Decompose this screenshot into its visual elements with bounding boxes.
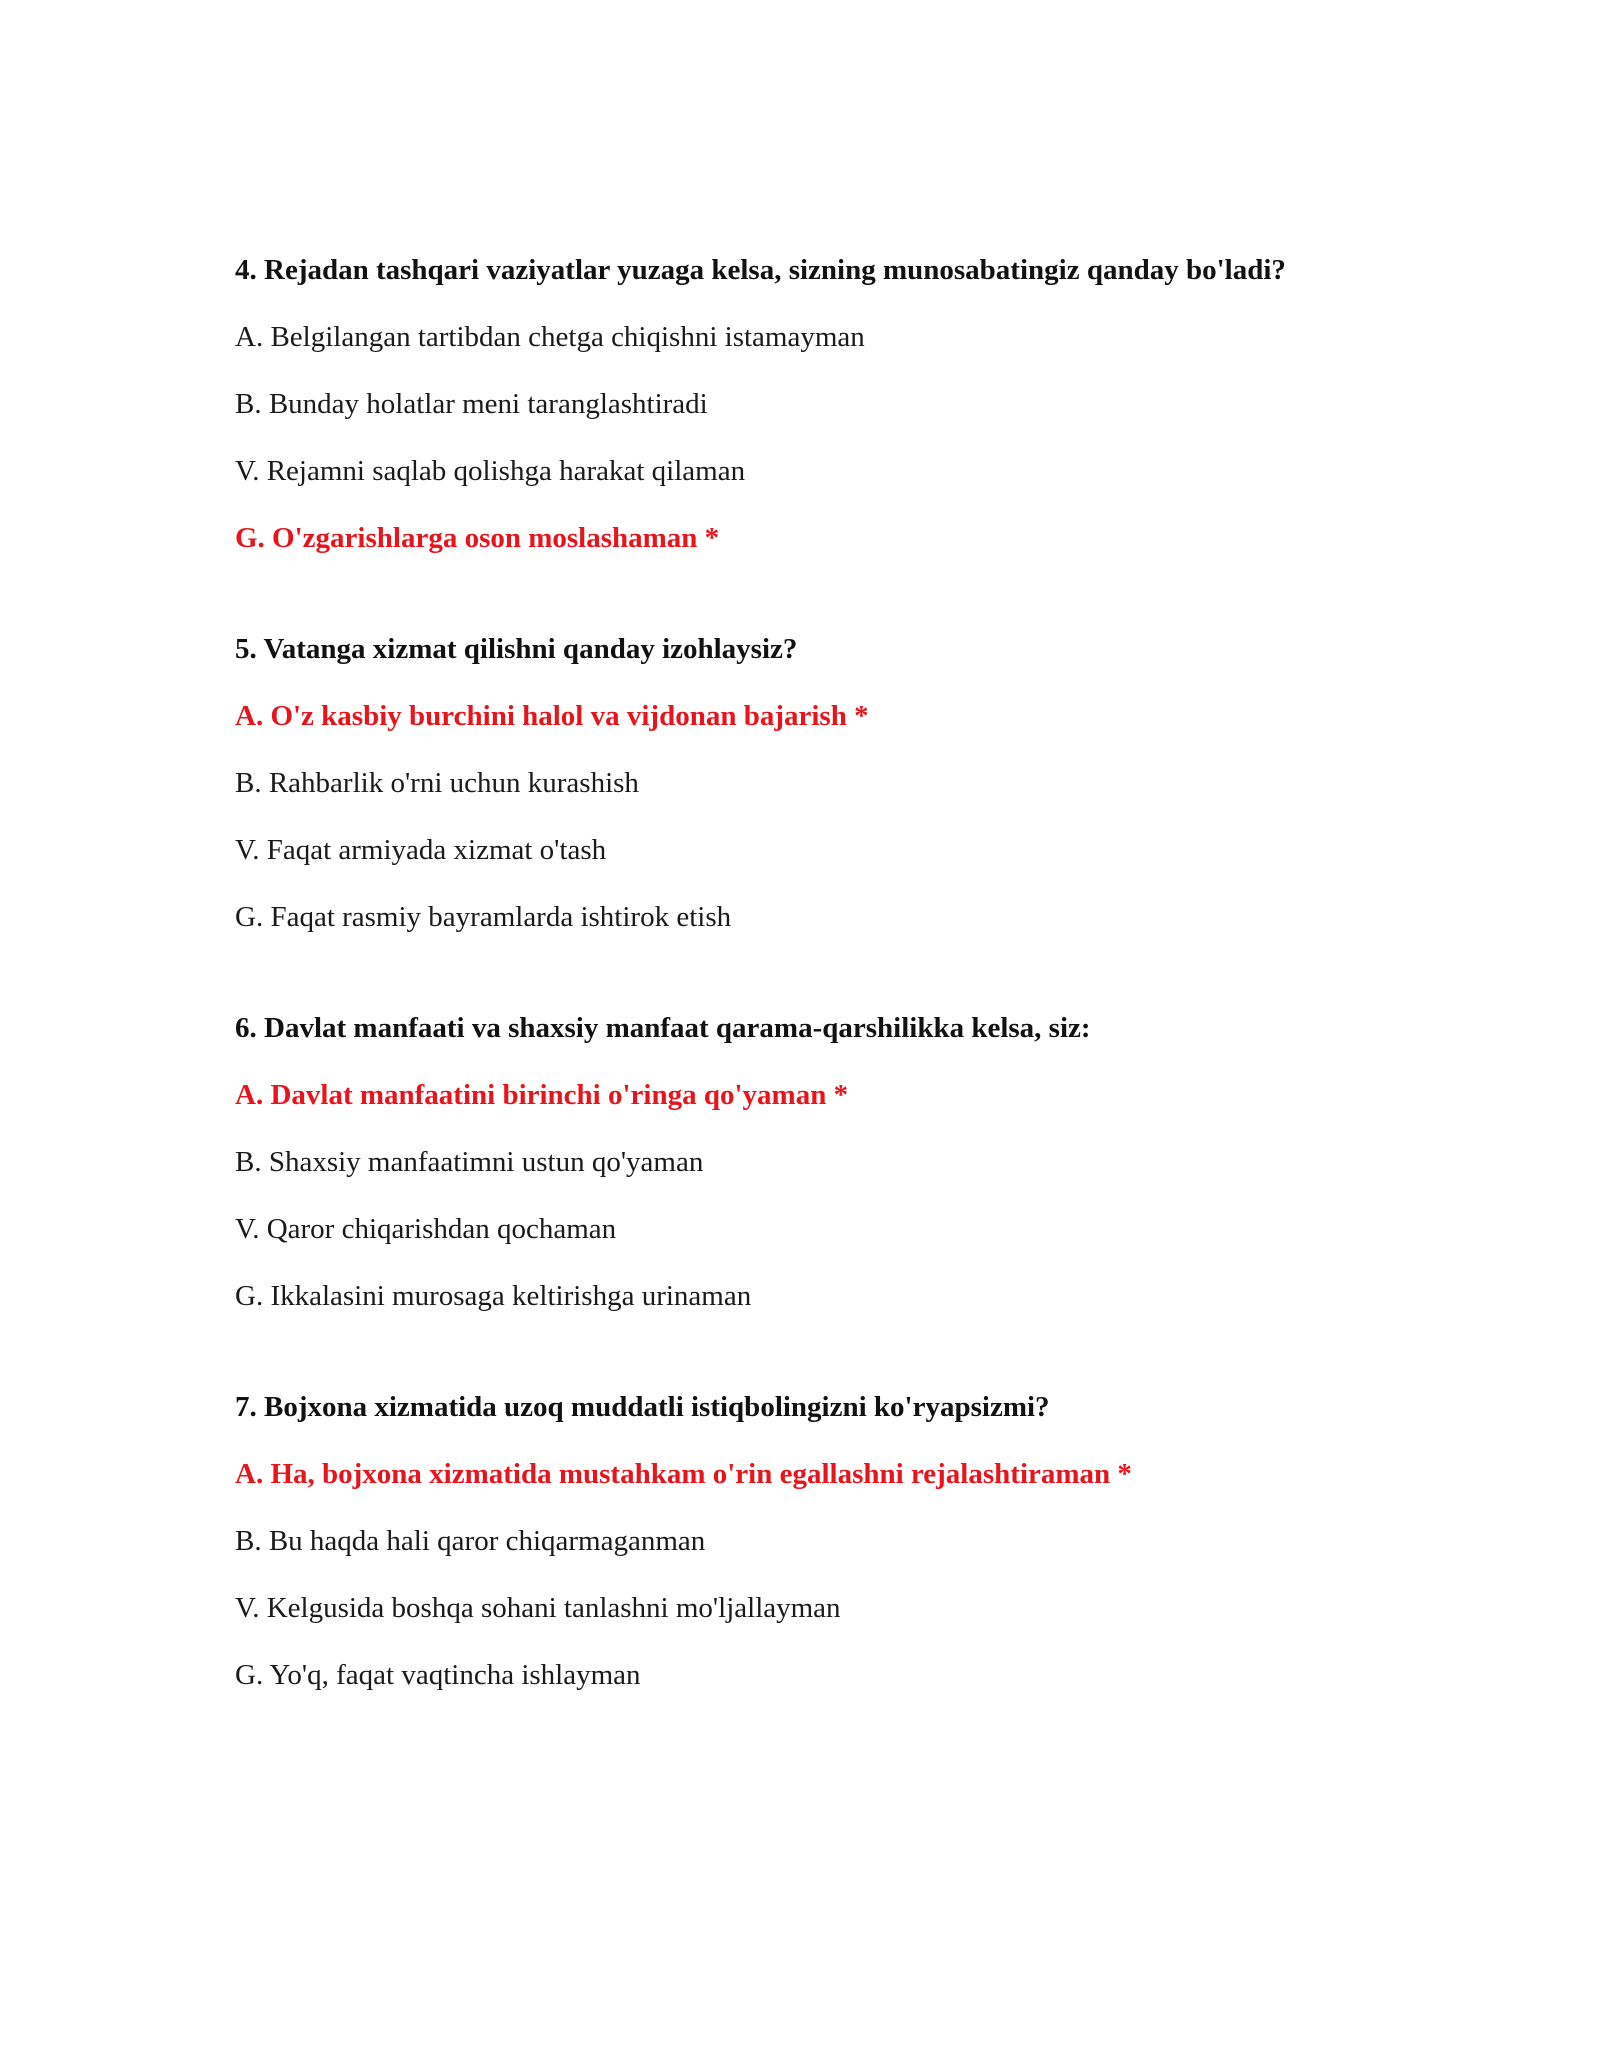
question-block-7 [235,1387,1365,1695]
option-v: V. Faqat armiyada xizmat o'tash [235,834,607,866]
option-g: G. Ikkalasini murosaga keltirishga urinaman [235,1280,752,1312]
option-a: A. Belgilangan tartibdan chetga chiqishni istamayman [235,321,865,353]
question-title: 6. Davlat manfaati va shaxsiy manfaat qarama-qarshilikka kelsa, siz: [235,1012,1091,1044]
question-title: 5. Vatanga xizmat qilishni qanday izohlaysiz? [235,633,798,665]
option-a: A. Davlat manfaatini birinchi o'ringa qo'yaman * [235,1079,849,1111]
option-g: G. O'zgarishlarga oson moslashaman * [235,522,720,554]
question-block-6 [235,1008,1365,1316]
option-b: B. Bu haqda hali qaror chiqarmaganman [235,1525,706,1557]
option-v: V. Rejamni saqlab qolishga harakat qilaman [235,455,746,487]
option-b: B. Rahbarlik o'rni uchun kurashish [235,767,639,799]
option-v: V. Qaror chiqarishdan qochaman [235,1213,617,1245]
option-g: G. Faqat rasmiy bayramlarda ishtirok etish [235,901,732,933]
question-block-5 [235,629,1365,937]
option-v: V. Kelgusida boshqa sohani tanlashni mo'ljallayman [235,1592,841,1624]
question-title: 4. Rejadan tashqari vaziyatlar yuzaga kelsa, sizning munosabatingiz qanday bo'ladi? [235,254,1286,286]
option-a: A. Ha, bojxona xizmatida mustahkam o'rin egallashni rejalashtiraman * [235,1458,1132,1490]
document-page [235,250,1365,1766]
question-title: 7. Bojxona xizmatida uzoq muddatli istiqbolingizni ko'ryapsizmi? [235,1391,1050,1423]
option-b: B. Bunday holatlar meni taranglashtiradi [235,388,708,420]
question-block-4 [235,250,1365,558]
option-a: A. O'z kasbiy burchini halol va vijdonan bajarish * [235,700,869,732]
option-b: B. Shaxsiy manfaatimni ustun qo'yaman [235,1146,704,1178]
option-g: G. Yo'q, faqat vaqtincha ishlayman [235,1659,641,1691]
